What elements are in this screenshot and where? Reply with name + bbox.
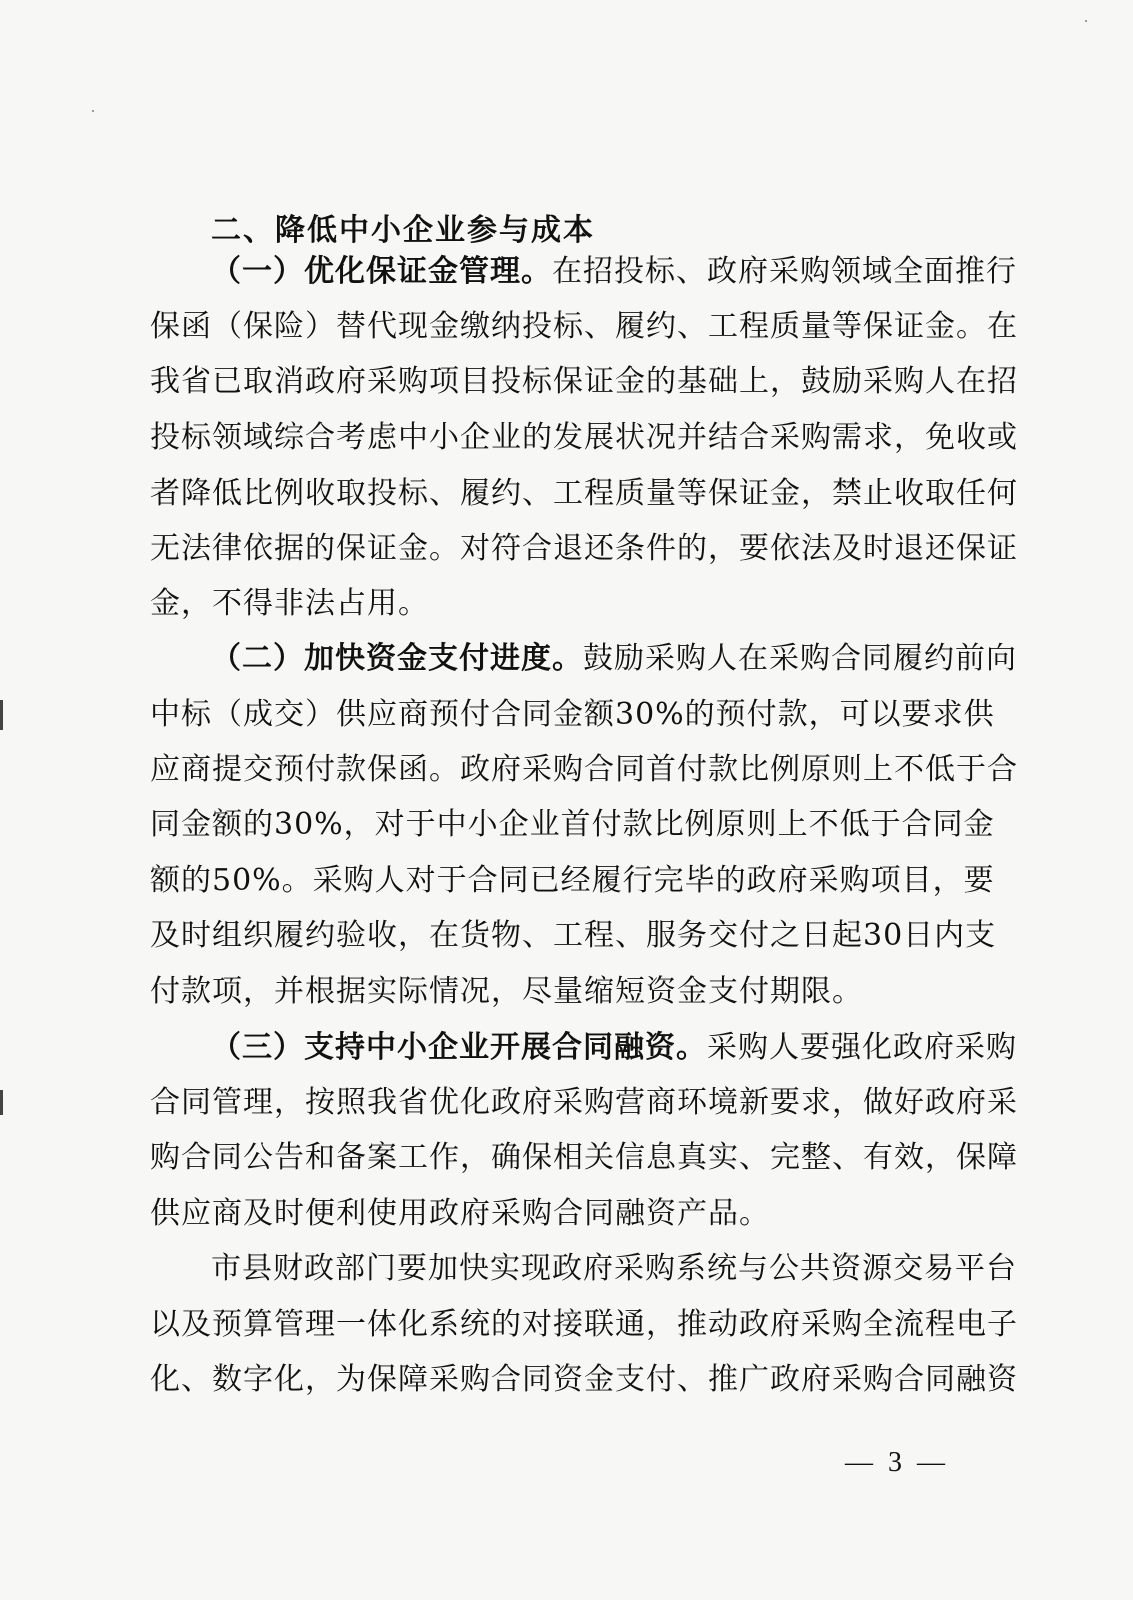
section-1-title: （一）优化保证金管理。 [211, 254, 552, 289]
scan-speck [92, 110, 94, 112]
section-2-line-6: 及时组织履约验收，在货物、工程、服务交付之日起30日内支 [150, 918, 997, 953]
scan-edge-mark [0, 1090, 3, 1115]
section-1-line-6: 无法律依据的保证金。对符合退还条件的，要依法及时退还保证 [150, 531, 1018, 566]
section-1-line-5: 者降低比例收取投标、履约、工程质量等保证金，禁止收取任何 [150, 476, 1018, 511]
section-2-line-3: 应商提交预付款保函。政府采购合同首付款比例原则上不低于合 [150, 752, 1018, 787]
scan-speck [1085, 20, 1087, 22]
section-3-text-1: 采购人要强化政府采购 [707, 1030, 1017, 1065]
section-1-text-1: 在招投标、政府采购领域全面推行 [552, 254, 1017, 289]
section-2-line-5: 额的50%。采购人对于合同已经履行完毕的政府采购项目，要 [150, 863, 995, 898]
section-2-line-4: 同金额的30%，对于中小企业首付款比例原则上不低于合同金 [150, 807, 995, 842]
section-2-title: （二）加快资金支付进度。 [211, 641, 583, 676]
scan-edge-mark [0, 700, 3, 730]
section-3-line-2: 合同管理，按照我省优化政府采购营商环境新要求，做好政府采 [150, 1085, 1018, 1120]
paragraph-line-2: 以及预算管理一体化系统的对接联通，推动政府采购全流程电子 [150, 1307, 1018, 1342]
section-3-line-1 [211, 1030, 1017, 1065]
section-3-line-3: 购合同公告和备案工作，确保相关信息真实、完整、有效，保障 [150, 1140, 1018, 1175]
section-3-line-4: 供应商及时便利使用政府采购合同融资产品。 [150, 1196, 770, 1231]
section-1-line-2: 保函（保险）替代现金缴纳投标、履约、工程质量等保证金。在 [150, 309, 1018, 344]
page-number: — 3 — [845, 1447, 949, 1478]
paragraph-line-3: 化、数字化，为保障采购合同资金支付、推广政府采购合同融资 [150, 1362, 1018, 1397]
section-2-line-7: 付款项，并根据实际情况，尽量缩短资金支付期限。 [150, 974, 863, 1009]
section-heading: 二、降低中小企业参与成本 [211, 213, 595, 248]
section-2-text-1: 鼓励采购人在采购合同履约前向 [583, 641, 1017, 676]
section-2-line-2: 中标（成交）供应商预付合同金额30%的预付款，可以要求供 [150, 697, 995, 732]
paragraph-line-1: 市县财政部门要加快实现政府采购系统与公共资源交易平台 [211, 1251, 1017, 1286]
section-2-line-1 [211, 641, 1017, 676]
section-1-line-7: 金，不得非法占用。 [150, 586, 429, 621]
section-1-line-1 [211, 254, 1017, 289]
section-1-line-3: 我省已取消政府采购项目投标保证金的基础上，鼓励采购人在招 [150, 364, 1018, 399]
section-3-title: （三）支持中小企业开展合同融资。 [211, 1030, 707, 1065]
section-1-line-4: 投标领域综合考虑中小企业的发展状况并结合采购需求，免收或 [150, 420, 1018, 455]
